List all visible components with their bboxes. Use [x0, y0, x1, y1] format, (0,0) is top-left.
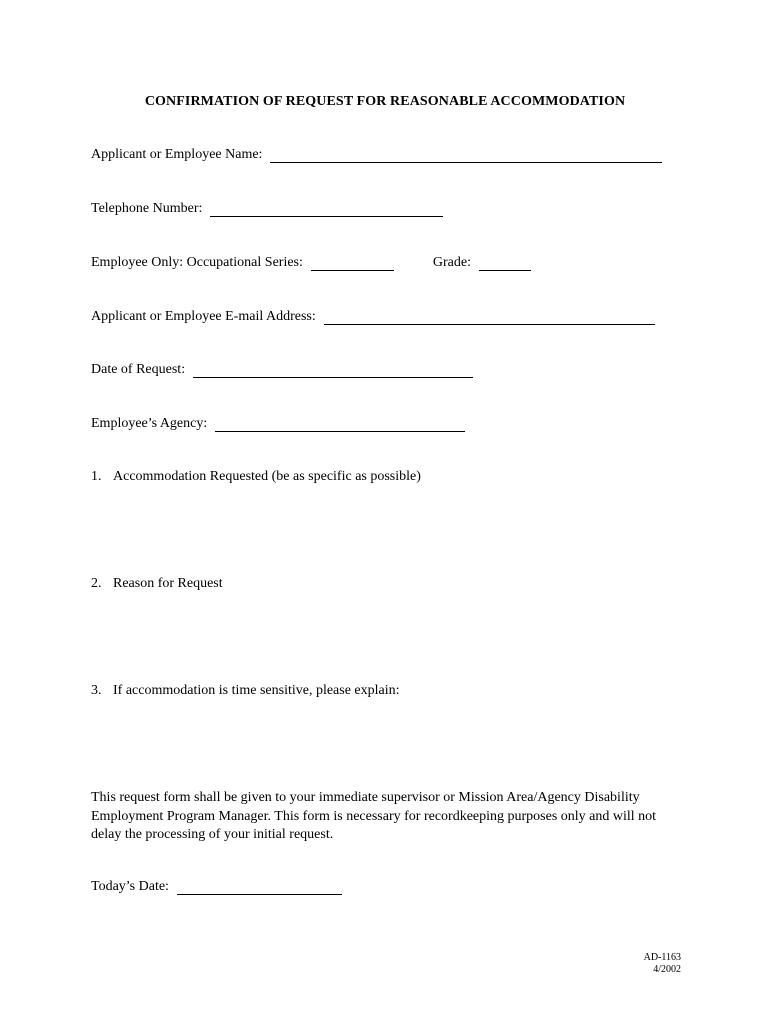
email-label: Applicant or Employee E-mail Address:: [91, 309, 316, 324]
revision-date: 4/2002: [653, 964, 681, 975]
item-text: If accommodation is time sensitive, please explain:: [113, 683, 400, 698]
item-number: 3.: [91, 683, 102, 698]
form-number: AD-1163: [643, 952, 681, 963]
item-reason-for-request: [91, 576, 223, 592]
series-label: Employee Only: Occupational Series:: [91, 255, 303, 270]
grade-label: Grade:: [432, 255, 471, 270]
grade-field[interactable]: [479, 255, 531, 271]
item-accommodation-requested: [91, 469, 421, 485]
name-label: Applicant or Employee Name:: [91, 147, 263, 162]
phone-row: [91, 201, 443, 217]
item-text: Accommodation Requested (be as specific as possible): [113, 469, 421, 484]
name-row: [91, 147, 662, 163]
email-row: [91, 309, 655, 325]
date-request-row: [91, 362, 473, 378]
date-request-label: Date of Request:: [91, 362, 186, 377]
form-footer: [644, 952, 681, 976]
series-row: [91, 255, 531, 271]
item-text: Reason for Request: [113, 576, 223, 591]
item-number: 2.: [91, 576, 102, 591]
series-field[interactable]: [311, 255, 394, 271]
form-title: CONFIRMATION OF REQUEST FOR REASONABLE ACCOMMODATION: [144, 94, 626, 109]
date-request-field[interactable]: [193, 362, 473, 378]
name-field[interactable]: [270, 147, 662, 163]
todays-date-label: Today’s Date:: [91, 879, 169, 894]
agency-field[interactable]: [215, 416, 465, 432]
phone-field[interactable]: [210, 201, 443, 217]
item-number: 1.: [91, 469, 102, 484]
item-time-sensitive: [91, 683, 400, 699]
todays-date-field[interactable]: [177, 879, 342, 895]
agency-row: [91, 416, 465, 432]
email-field[interactable]: [324, 309, 655, 325]
notice-paragraph: This request form shall be given to your immediate supervisor or Mission Area/Agency Disability Employment Program Manager. This form is necessary for recordkeeping purposes only and will not delay the processing of your initial request.: [91, 790, 657, 842]
todays-date-row: [91, 879, 342, 895]
phone-label: Telephone Number:: [91, 201, 203, 216]
agency-label: Employee’s Agency:: [91, 416, 208, 431]
